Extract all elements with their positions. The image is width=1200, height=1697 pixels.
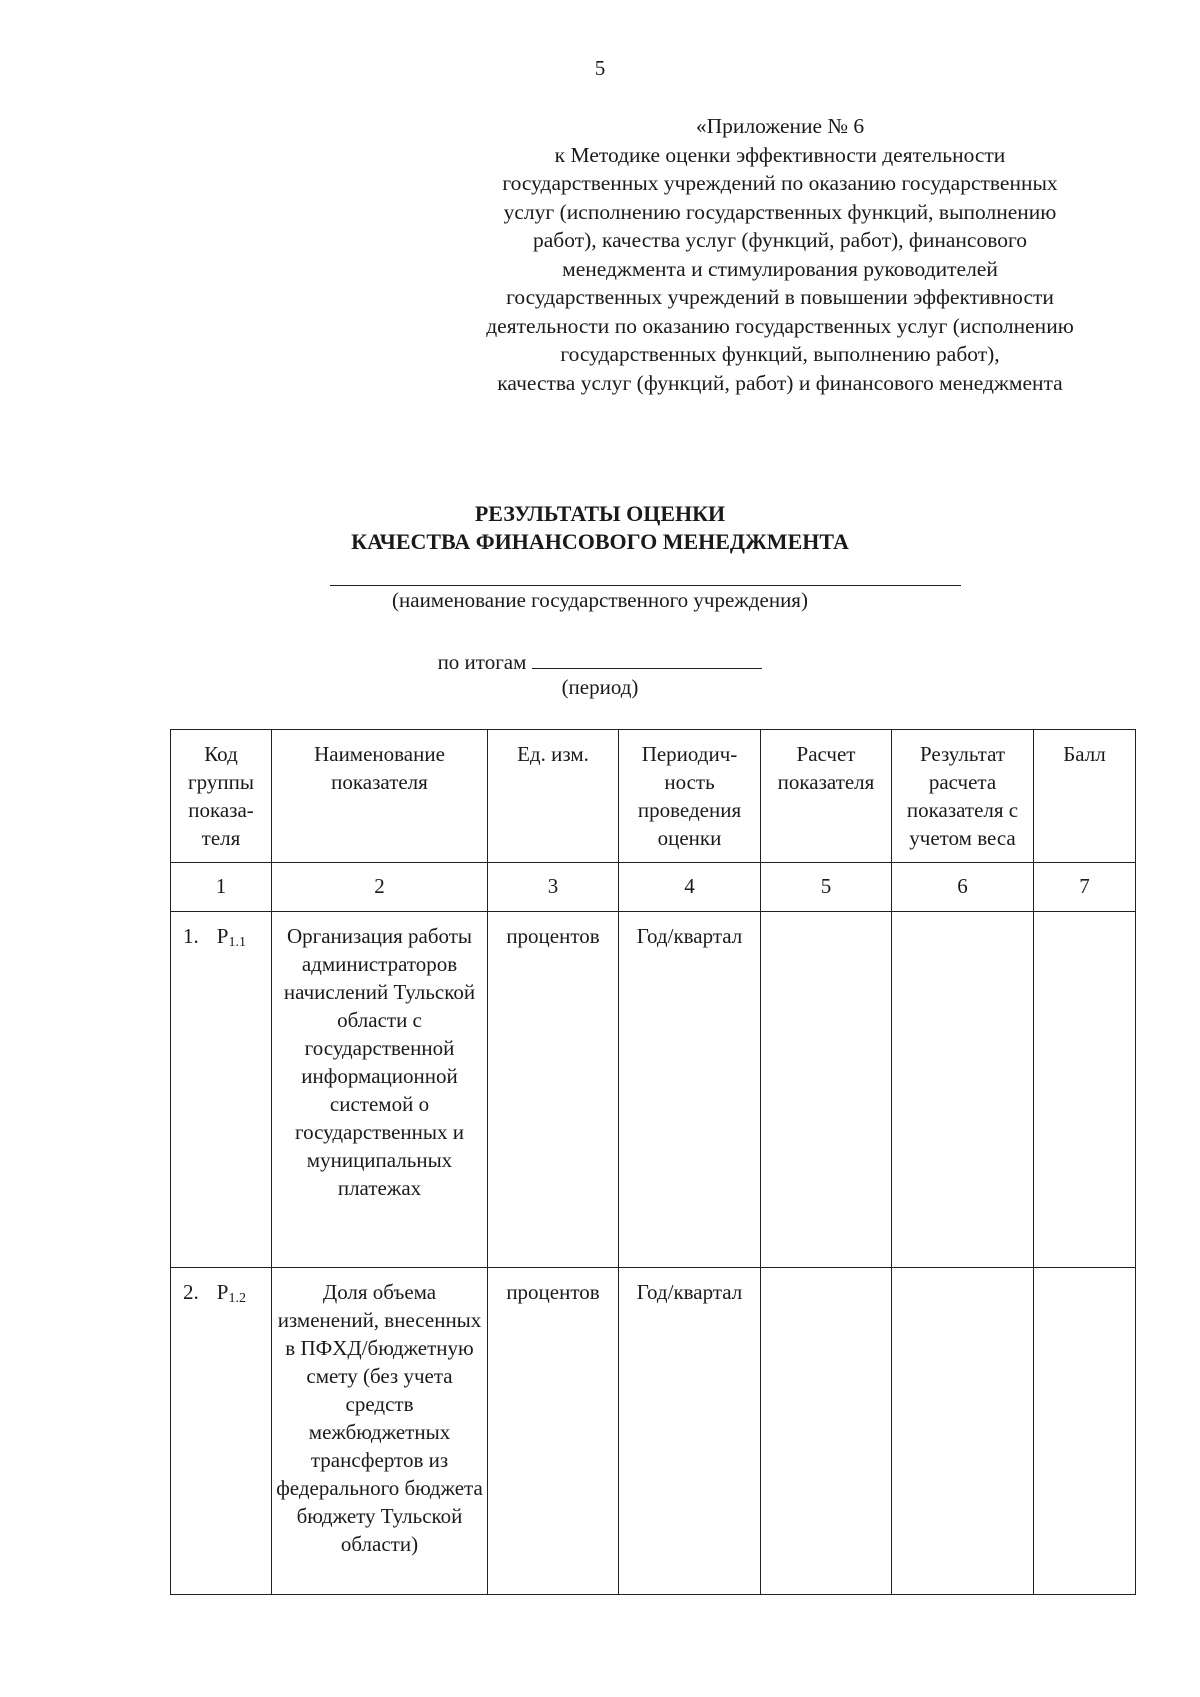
period-blank	[532, 646, 762, 669]
appendix-line: «Приложение № 6	[695, 114, 865, 138]
appendix-header	[430, 112, 1130, 397]
appendix-line: государственных учреждений по оказанию государственных	[502, 171, 1058, 195]
group-code: $P_{1.2}$	[216, 1280, 246, 1306]
group-code-cell	[171, 912, 272, 1268]
header-cell: Код группы показа-теля	[171, 730, 272, 863]
appendix-line: к Методике оценки эффективности деятельности	[554, 142, 1006, 167]
score-cell	[1034, 1268, 1136, 1595]
column-number: 7	[1034, 863, 1136, 912]
unit-cell: процентов	[488, 1268, 619, 1595]
organization-name-blank	[330, 585, 961, 586]
header-cell: Расчет показателя	[761, 730, 892, 863]
group-code: $P_{1.1}$	[216, 924, 246, 950]
periodicity-cell: Год/квартал	[619, 1268, 761, 1595]
appendix-line: государственных функций, выполнению работ),	[560, 342, 1000, 366]
column-number: 5	[761, 863, 892, 912]
indicator-name: Доля объема изменений, внесенных в ПФХД/бюджетную смету (без учета средств межбюджетных трансфертов из федерального бюджета бюджету Тульской области)	[272, 1268, 488, 1595]
header-cell: Ед. изм.	[488, 730, 619, 863]
periodicity-cell: Год/квартал	[619, 912, 761, 1268]
column-number: 2	[272, 863, 488, 912]
appendix-line: работ), качества услуг (функций, работ), финансового	[533, 228, 1027, 252]
appendix-line: деятельности по оказанию государственных услуг (исполнению	[486, 313, 1074, 338]
unit-cell: процентов	[488, 912, 619, 1268]
table-row	[171, 1268, 1136, 1595]
header-cell: Балл	[1034, 730, 1136, 863]
header-cell: Наименование показателя	[272, 730, 488, 863]
title-line-1: РЕЗУЛЬТАТЫ ОЦЕНКИ	[474, 501, 726, 526]
table-row	[171, 912, 1136, 1268]
score-cell	[1034, 912, 1136, 1268]
table-header-row	[171, 730, 1136, 863]
column-number: 3	[488, 863, 619, 912]
document-title	[0, 500, 1200, 556]
row-number: 2.	[183, 1280, 199, 1304]
period-caption: (период)	[561, 675, 639, 699]
period-label: по итогам	[437, 650, 527, 674]
appendix-line: услуг (исполнению государственных функций, выполнению	[503, 199, 1057, 224]
appendix-line: государственных учреждений в повышении эффективности	[506, 285, 1054, 309]
weighted-result-cell	[892, 912, 1034, 1268]
calculation-cell	[761, 1268, 892, 1595]
results-table	[170, 729, 1136, 1595]
group-code-cell	[171, 1268, 272, 1595]
column-number: 1	[171, 863, 272, 912]
calculation-cell	[761, 912, 892, 1268]
header-cell: Периодич-ность проведения оценки	[619, 730, 761, 863]
indicator-name: Организация работы администраторов начислений Тульской области с государственной информационной системой о государственных и муниципальных платежах	[272, 912, 488, 1268]
title-line-2: КАЧЕСТВА ФИНАНСОВОГО МЕНЕДЖМЕНТА	[351, 529, 849, 554]
weighted-result-cell	[892, 1268, 1034, 1595]
organization-caption: (наименование государственного учреждения)	[392, 588, 808, 612]
period-row	[0, 646, 1200, 675]
column-number-row	[171, 863, 1136, 912]
appendix-line: менеджмента и стимулирования руководителей	[562, 256, 998, 281]
page-number: 5	[594, 56, 606, 80]
column-number: 6	[892, 863, 1034, 912]
appendix-line: качества услуг (функций, работ) и финансового менеджмента	[497, 370, 1063, 395]
header-cell: Результат расчета показателя с учетом веса	[892, 730, 1034, 863]
row-number: 1.	[183, 924, 199, 948]
column-number: 4	[619, 863, 761, 912]
